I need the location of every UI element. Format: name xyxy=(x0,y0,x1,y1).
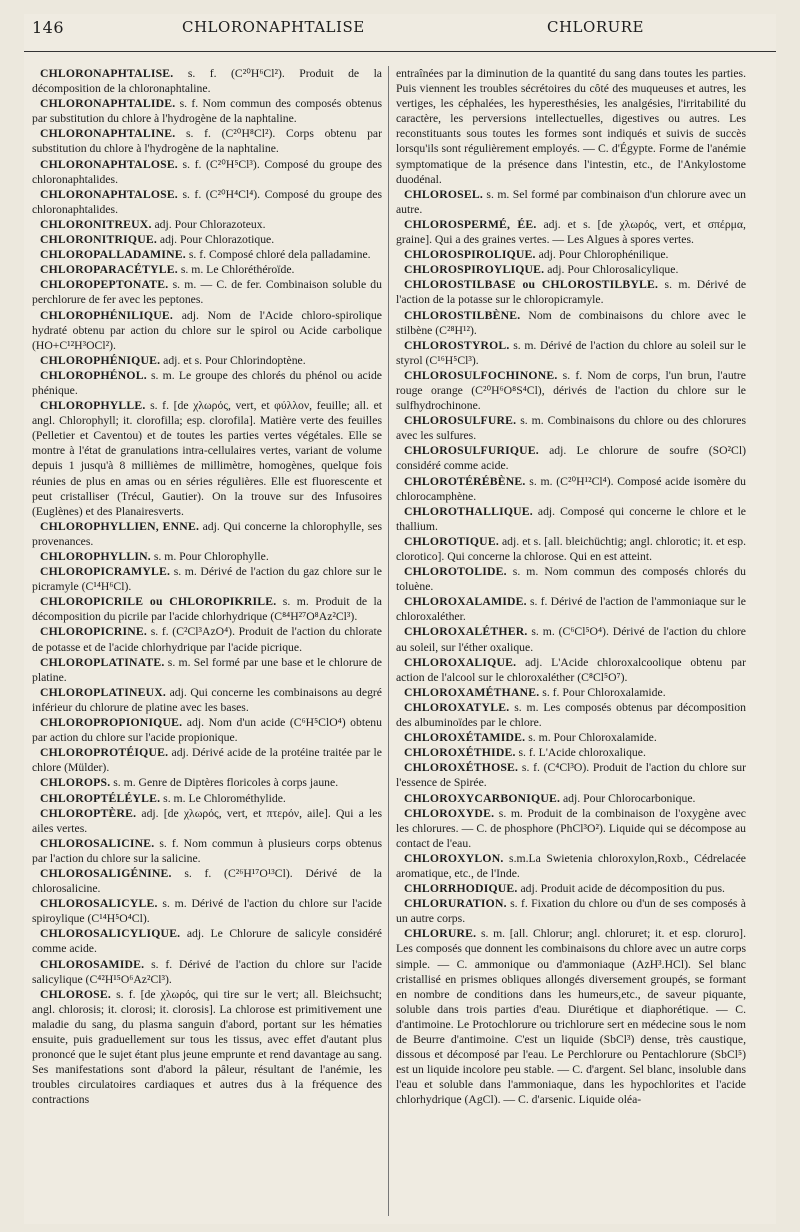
dictionary-entry xyxy=(396,217,746,247)
entry-definition: s. f. [de χλωρός, vert, et φύλλον, feuille; all. et angl. Chlorophyll; it. clorofilla; esp. clorofila]. Matière verte des feuilles (Pelletier et Caventou) et de toutes les parties vertes végétales. Elle se montre à l'état de granulations intra-cellulaires vertes, variant de volume depuis 1 jusqu'à 8 millièmes de millimètre, homogènes, quelque fois réunies de plus en amas ou en séries régulières. Elle est fluorescente et peut cristalliser (Trécul, Gautier). On la trouve sur des Infusoires (Euglènes) et des Planairesverts. xyxy=(32,399,382,518)
dictionary-entry xyxy=(32,187,382,217)
entry-definition: s. f. [de χλωρός, qui tire sur le vert; all. Bleichsucht; angl. chlorosis; it. clorosi; it. clorosis]. La chlorose est primitivement une maladie du sang, du plasma sanguin d'abord, portant sur les hématies ensuite, puis graduellement sur tous les tissus, avec effet d'autant plus prononcé que le sujet étant plus jeune emprunte et rend davantage au sang. Ses manifestations sont d'abord la pâleur, résultant de l'anémie, les troubles circulatoires cardiaques et autres dus à la fréquence des contractions xyxy=(32,987,382,1107)
entry-headword: CHLOROTHALLIQUE. xyxy=(404,504,533,518)
entry-headword: CHLOROSALICINE. xyxy=(40,836,155,850)
entry-definition: adj. Pour Chlorophénilique. xyxy=(535,248,669,262)
dictionary-entry xyxy=(32,247,382,262)
dictionary-entry xyxy=(32,957,382,987)
entry-headword: CHLOROPHÉNILIQUE. xyxy=(40,308,173,322)
dictionary-entry xyxy=(32,775,382,790)
dictionary-entry xyxy=(32,806,382,836)
entry-definition: adj. Pour Chlorazoteux. xyxy=(151,217,266,231)
dictionary-entry xyxy=(32,791,382,806)
dictionary-entry xyxy=(396,247,746,262)
entry-headword: CHLOROSEL. xyxy=(404,187,483,201)
entry-definition: s. m. (C²⁰H¹²Cl⁴). Composé acide isomère du chlorocamphène. xyxy=(396,474,746,503)
entry-headword: CHLOROPS. xyxy=(40,776,111,790)
dictionary-entry xyxy=(396,66,746,187)
entry-definition: s. m. Le groupe des chlorés du phénol ou acide phénique. xyxy=(32,368,382,397)
entry-headword: CHLOROSAMIDE. xyxy=(40,957,145,971)
entry-definition: s. f. Nom commun des composés obtenus par substitution du chlore à l'hydrogène de la naphtaline. xyxy=(32,97,382,126)
dictionary-entry xyxy=(32,987,382,1108)
entry-definition: s. m. Sel formé par combinaison d'un chlorure avec un autre. xyxy=(396,187,746,216)
dictionary-entry xyxy=(32,624,382,654)
dictionary-entry xyxy=(396,806,746,851)
entry-headword: CHLOROTIQUE. xyxy=(404,534,499,548)
entry-headword: CHLOROXYDE. xyxy=(404,806,495,820)
dictionary-entry xyxy=(396,851,746,881)
entry-headword: CHLOROTOLIDE. xyxy=(404,565,507,579)
entry-definition: s. m. Les composés obtenus par décomposition des albuminoïdes par le chlore. xyxy=(396,700,746,730)
entry-definition: s. m. Le Chloréthéroïde. xyxy=(177,263,295,277)
entry-definition: adj. Le chlorure de soufre (SO²Cl) considéré comme acide. xyxy=(396,444,746,473)
entry-headword: CHLOROSPIROLIQUE. xyxy=(404,248,536,262)
dictionary-entry xyxy=(32,277,382,307)
entry-definition: adj. Produit acide de décomposition du pus. xyxy=(517,882,725,896)
dictionary-entry xyxy=(396,474,746,504)
dictionary-entry xyxy=(32,519,382,549)
entry-headword: CHLORRHODIQUE. xyxy=(404,882,518,896)
entry-definition: s. f. Nom commun à plusieurs corps obtenus par l'action du chlore sur la salicine. xyxy=(32,836,382,865)
dictionary-entry xyxy=(32,549,382,564)
entry-headword: CHLOROXÉTHIDE. xyxy=(404,746,516,760)
entry-headword: CHLORURE. xyxy=(404,927,477,941)
entry-definition: s. m. Dérivé de l'action du gaz chlore sur le picramyle (C¹⁴H⁶Cl). xyxy=(32,565,382,594)
dictionary-entry xyxy=(396,262,746,277)
entry-headword: CHLOROPARACÉTYLE. xyxy=(40,263,178,277)
entry-definition: s. f. (C²Cl³AzO⁴). Produit de l'action du chlorate de potasse et de l'acide chlorhydrique par l'acide picrique. xyxy=(32,625,382,654)
entry-definition: s. m. [all. Chlorur; angl. chloruret; it. et esp. cloruro]. Les composés que donnent les combinaisons du chlore avec un autre corps simple. — C. ammonique ou d'ammoniaque (AzH³.HCl). Sel blanc cristallisé en prismes obliques allongés diversement groupés, se formant en nombre de conditions dans les humeurs,etc., de saveur piquante, soluble dans trois parties d'eau. Diurétique et diaphorétique. — C. d'antimoine. Le Protochlorure ou trichlorure sert en médecine sous le nom de Beurre d'antimoine. C'est un liquide (SbCl³) dense, très caustique, dissous et décomposé par l'eau. Le Perchlorure ou Pentachlorure (SbCl⁵) est un liquide incolore peu stable. — C. d'argent. Sel blanc, insoluble dans l'eau et soluble dans l'ammoniaque, dans les hypochlorites et l'acide chlorhydrique (AgCl). — C. d'arsenic. Liquide oléa- xyxy=(396,927,746,1107)
entry-headword: CHLOROSULFOCHINONE. xyxy=(404,368,558,382)
entry-headword: CHLOROXAMÉTHANE. xyxy=(404,685,540,699)
entry-headword: CHLOROSALIGÉNINE. xyxy=(40,866,172,880)
dictionary-entry xyxy=(396,655,746,685)
dictionary-entry xyxy=(396,564,746,594)
running-head-right: CHLORURE xyxy=(547,18,644,36)
entry-definition: s. m. Dérivé de l'action du chlore au soleil sur le styrol (C¹⁶H⁵Cl³). xyxy=(396,338,746,367)
dictionary-entry xyxy=(32,715,382,745)
entry-definition: adj. Pour Chlorazotique. xyxy=(156,233,275,247)
column-divider xyxy=(388,66,389,1216)
running-head-left: CHLORONAPHTALISE xyxy=(182,18,365,36)
dictionary-entry xyxy=(32,262,382,277)
entry-definition: adj. Le Chlorure de salicyle considéré comme acide. xyxy=(32,927,382,956)
entry-definition: s. m. Pour Chloroxalamide. xyxy=(525,731,657,745)
entry-definition: Nom de combinaisons du chlore avec le stilbène (C²⁸H¹²). xyxy=(396,308,746,337)
entry-definition: s. m. Produit de la combinaison de l'oxygène avec les chlorures. — C. de phosphore (PhCl³O²). Liquide qui se décompose au contact de l'eau. xyxy=(396,806,746,850)
entry-definition: adj. Pour Chlorosalicylique. xyxy=(544,263,679,277)
dictionary-entry xyxy=(32,96,382,126)
entry-definition: adj. Qui concerne les combinaisons au degré inférieur du chlorure de platine avec les bases. xyxy=(32,685,382,714)
entry-headword: CHLOROSE. xyxy=(40,987,111,1001)
entry-headword: CHLOROSULFURIQUE. xyxy=(404,444,539,458)
entry-headword: CHLORONITRIQUE. xyxy=(40,233,157,247)
entry-definition: adj. Dérivé acide de la protéine traitée par le chlore (Mülder). xyxy=(32,746,382,775)
page-header xyxy=(24,14,776,60)
entry-headword: CHLOROPICRILE ou CHLOROPIKRILE. xyxy=(40,595,277,609)
dictionary-entry xyxy=(32,655,382,685)
entry-definition: s. f. Pour Chloroxalamide. xyxy=(539,685,666,699)
dictionary-entry xyxy=(32,564,382,594)
entry-headword: CHLOROSPERMÉ, ÉE. xyxy=(404,217,537,231)
entry-headword: CHLOROSALICYLIQUE. xyxy=(40,927,181,941)
entry-headword: CHLOROPHYLLIN. xyxy=(40,550,151,563)
entry-headword: CHLOROPLATINATE. xyxy=(40,655,165,669)
entry-headword: CHLOROPTÉLÉYLE. xyxy=(40,791,161,805)
dictionary-entry xyxy=(396,760,746,790)
entry-headword: CHLOROPHYLLIEN, ENNE. xyxy=(40,519,200,533)
entry-definition: adj. et s. [all. bleichüchtig; angl. chlorotic; it. et esp. clorotico]. Qui concerne la chlorose. Qui en est atteint. xyxy=(396,534,746,563)
entry-headword: CHLORURATION. xyxy=(404,897,507,911)
entry-definition: adj. et s. Pour Chlorindoptène. xyxy=(160,353,306,367)
dictionary-entry xyxy=(396,896,746,926)
dictionary-entry xyxy=(396,745,746,760)
entry-headword: CHLOROXALÉTHER. xyxy=(404,625,528,639)
entry-definition: adj. Nom de l'Acide chloro-spirolique hydraté obtenu par action du chlore sur le spirol ou Acide carbolique (HO+C¹²H³OCl²). xyxy=(32,308,382,352)
entry-headword: CHLORONAPHTALOSE. xyxy=(40,187,178,201)
entry-headword: CHLOROXÉTAMIDE. xyxy=(404,731,526,745)
dictionary-entry xyxy=(32,685,382,715)
dictionary-entry xyxy=(32,217,382,232)
entry-definition: s. m. (C⁶Cl⁵O⁴). Dérivé de l'action du chlore au soleil, sur l'éther oxalique. xyxy=(396,625,746,654)
entry-headword: CHLOROSTYROL. xyxy=(404,338,510,352)
entry-headword: CHLORONAPHTALISE. xyxy=(40,67,174,80)
dictionary-entry xyxy=(32,926,382,956)
entry-definition: s. m. Nom commun des composés chlorés du toluène. xyxy=(396,565,746,594)
entry-definition: s. m. — C. de fer. Combinaison soluble du perchlorure de fer avec les peptones. xyxy=(32,278,382,307)
entry-headword: CHLOROSALICYLE. xyxy=(40,897,158,911)
entry-definition: s. f. (C²⁰H⁴Cl⁴). Composé du groupe des chloronaphtalides. xyxy=(32,187,382,216)
entry-definition: s. f. Composé chloré dela palladamine. xyxy=(185,248,371,262)
entry-definition: s. f. (C²⁶H¹⁷O¹³Cl). Dérivé de la chlorosalicine. xyxy=(32,866,382,896)
entry-headword: CHLORONITREUX. xyxy=(40,217,152,231)
dictionary-entry xyxy=(396,368,746,413)
entry-headword: CHLOROPEPTONATE. xyxy=(40,278,169,292)
dictionary-entry xyxy=(396,504,746,534)
dictionary-entry xyxy=(32,66,382,96)
entry-headword: CHLOROTÉRÉBÈNE. xyxy=(404,474,526,488)
entry-definition: s. f. (C²⁰H⁸Cl²). Corps obtenu par substitution du chlore à l'hydrogène de la naphtaline. xyxy=(32,127,382,156)
entry-definition: s. f. Fixation du chlore ou d'un de ses composés à un autre corps. xyxy=(396,897,746,926)
entry-headword: CHLOROPROTÉIQUE. xyxy=(40,746,169,760)
page-number: 146 xyxy=(32,18,65,37)
entry-definition: s. f. Dérivé de l'action du chlore sur l'acide salicylique (C⁴²H¹⁵O⁶Az²Cl³). xyxy=(32,957,382,986)
entry-definition: s. f. Nom de corps, l'un brun, l'autre rouge orange (C²⁰H⁶O⁸S⁴Cl), dérivés de l'action du chlore sur le sulfhydrochinone. xyxy=(396,368,746,413)
entry-headword: CHLOROPLATINEUX. xyxy=(40,685,167,699)
entry-headword: CHLOROPHÉNIQUE. xyxy=(40,353,161,367)
entry-headword: CHLOROPROPIONIQUE. xyxy=(40,716,183,730)
entry-headword: CHLOROPICRAMYLE. xyxy=(40,565,171,579)
entry-definition: s. f. (C²⁰H⁵Cl³). Composé du groupe des chloronaphtalides. xyxy=(32,157,382,186)
entry-definition: s. m. Pour Chlorophylle. xyxy=(150,550,269,563)
dictionary-entry xyxy=(32,368,382,398)
dictionary-entry xyxy=(396,277,746,307)
entry-headword: CHLOROXATYLE. xyxy=(404,700,510,714)
entry-definition: adj. et s. [de χλωρός, vert, et σπέρμα, graine]. Qui a des graines vertes. — Les Algues à spores vertes. xyxy=(396,217,746,247)
dictionary-entry xyxy=(396,413,746,443)
dictionary-entry xyxy=(396,926,746,1107)
dictionary-entry xyxy=(32,308,382,353)
entry-definition: s. f. L'Acide chloroxalique. xyxy=(515,746,646,760)
dictionary-entry xyxy=(396,443,746,473)
entry-headword: CHLORONAPHTALOSE. xyxy=(40,157,178,171)
header-rule xyxy=(24,51,776,52)
dictionary-entry xyxy=(396,791,746,806)
entry-definition: s. f. (C⁴Cl³O). Produit de l'action du chlore sur l'essence de Spirée. xyxy=(396,761,746,790)
entry-headword: CHLOROPHÉNOL. xyxy=(40,368,147,382)
entry-definition: s. m. Sel formé par une base et le chlorure de platine. xyxy=(32,655,382,684)
dictionary-entry xyxy=(396,187,746,217)
entry-definition: s.m.La Swietenia chloroxylon,Roxb., Cédrelacée aromatique, etc., de l'Inde. xyxy=(396,851,746,880)
entry-definition: s. m. Genre de Diptères floricoles à corps jaune. xyxy=(110,776,339,790)
entry-headword: CHLOROXALIQUE. xyxy=(404,655,517,669)
entry-definition: s. f. (C²⁰H⁶Cl²). Produit de la décomposition de la chloronaphtaline. xyxy=(32,67,382,96)
dictionary-entry xyxy=(32,866,382,896)
dictionary-entry xyxy=(32,836,382,866)
dictionary-entry xyxy=(32,745,382,775)
dictionary-entry xyxy=(32,126,382,156)
dictionary-entry xyxy=(32,157,382,187)
dictionary-entry xyxy=(396,338,746,368)
entry-headword: CHLOROSTILBASE ou CHLOROSTILBYLE. xyxy=(404,278,659,292)
entry-headword: CHLOROPTÈRE. xyxy=(40,806,137,820)
dictionary-entry xyxy=(396,685,746,700)
dictionary-entry xyxy=(396,730,746,745)
entry-definition: s. m. Dérivé de l'action du chlore sur l'acide spiroylique (C¹⁴H⁵O⁴Cl). xyxy=(32,897,382,926)
dictionary-entry xyxy=(32,232,382,247)
entry-definition: s. m. Le Chlorométhylide. xyxy=(160,791,286,805)
entry-headword: CHLOROSPIROYLIQUE. xyxy=(404,263,545,277)
entry-headword: CHLOROSTILBÈNE. xyxy=(404,308,521,322)
entry-definition: adj. Qui concerne la chlorophylle, ses provenances. xyxy=(32,519,382,548)
dictionary-entry xyxy=(32,896,382,926)
entry-definition: s. m. Combinaisons du chlore ou des chlorures avec les sulfures. xyxy=(396,414,746,443)
entry-headword: CHLOROPALLADAMINE. xyxy=(40,248,186,262)
right-column xyxy=(396,66,746,1216)
left-column xyxy=(32,66,382,1216)
dictionary-entry xyxy=(396,700,746,730)
dictionary-entry xyxy=(396,624,746,654)
entry-headword: CHLOROPHYLLE. xyxy=(40,399,146,413)
dictionary-entry xyxy=(32,353,382,368)
dictionary-entry xyxy=(396,534,746,564)
entry-definition: s. m. Produit de la décomposition du picrile par l'acide chlorhydrique (C⁸⁴H²⁷O⁸Az²Cl³). xyxy=(32,595,382,624)
entry-definition: adj. Nom d'un acide (C⁶H⁵ClO⁴) obtenu par action du chlore sur l'acide propionique. xyxy=(32,716,382,745)
entry-headword: CHLOROXYLON. xyxy=(404,851,504,865)
dictionary-entry xyxy=(396,881,746,896)
entry-definition: adj. Pour Chlorocarbonique. xyxy=(560,791,696,805)
entry-definition: s. m. Dérivé de l'action de la potasse sur le chloropicramyle. xyxy=(396,278,746,307)
entry-headword: CHLOROSULFURE. xyxy=(404,414,517,428)
dictionary-entry xyxy=(32,594,382,624)
entry-definition: s. f. Dérivé de l'action de l'ammoniaque sur le chloroxaléther. xyxy=(396,595,746,624)
entry-headword: CHLOROXÉTHOSE. xyxy=(404,761,519,775)
entry-headword: CHLORONAPHTALINE. xyxy=(40,127,176,141)
entry-headword: CHLORONAPHTALIDE. xyxy=(40,97,176,111)
entry-definition: adj. Composé qui concerne le chlore et le thallium. xyxy=(396,504,746,533)
entry-definition: adj. L'Acide chloroxalcoolique obtenu par action de l'alcool sur le chloroxaléther (C⁸Cl⁵O⁷). xyxy=(396,655,746,684)
dictionary-entry xyxy=(396,308,746,338)
dictionary-entry xyxy=(396,594,746,624)
entry-definition: entraînées par la diminution de la quantité du sang dans toutes les parties. Puis viennent les troubles sécrétoires du côté des muqueuses et autres, les vertiges, les céphalées, les hyperesthésies, les analgésies, l'irritabilité du caractère, les perversions intellectuelles, digestives ou autres. Les reconstituants sous toutes les formes sont indiqués et suivis de succès lorsqu'ils sont régulièrement employés. — C. d'Égypte. Forme de l'anémie symptomatique de la présence dans l'intestin, etc., de l'Ankylostome duodénal. xyxy=(396,67,746,186)
entry-headword: CHLOROPICRINE. xyxy=(40,625,148,639)
dictionary-page xyxy=(24,14,776,1224)
entry-headword: CHLOROXYCARBONIQUE. xyxy=(404,791,561,805)
entry-definition: adj. [de χλωρός, vert, et πτερόν, aile]. Qui a les ailes vertes. xyxy=(32,806,382,835)
dictionary-entry xyxy=(32,398,382,519)
entry-headword: CHLOROXALAMIDE. xyxy=(404,595,527,609)
